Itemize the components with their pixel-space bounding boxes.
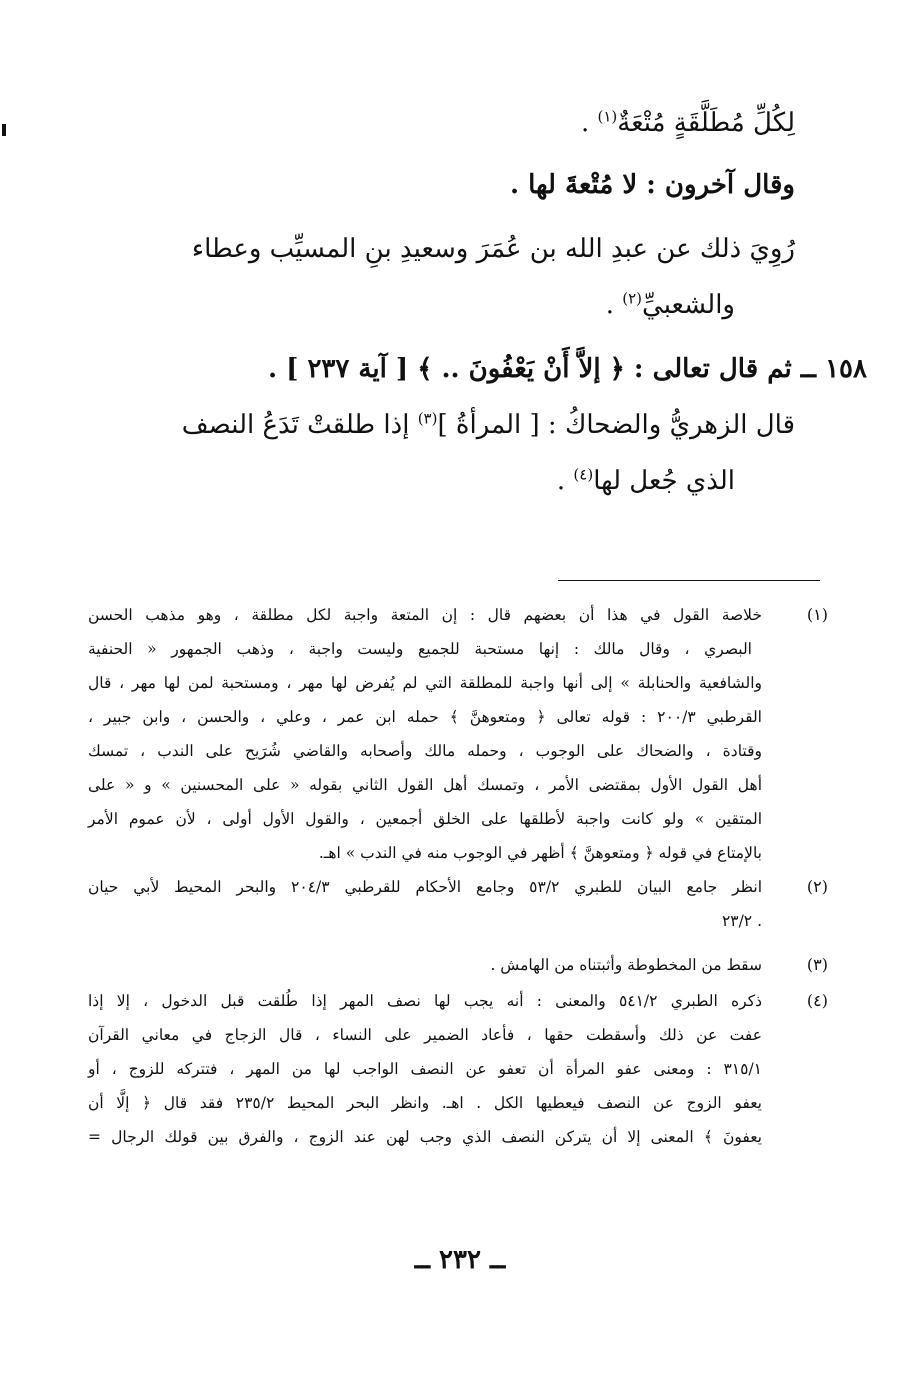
main-line-2: وقال آخرون : لا مُتْعةَ لها . <box>510 170 795 200</box>
footnote-ref-4[interactable]: (٤) <box>573 465 594 484</box>
main-line-1-text: لِكُلِّ مُطَلَّقَةٍ مُتْعَةٌ <box>617 108 795 138</box>
footnote-3-number: (٣) <box>806 955 828 974</box>
footnote-1-line: أهل القول الأول بمقتضى الأمر ، وتمسك أهل القول الثاني بقوله « على المحسنين » و « على <box>88 776 762 794</box>
footnote-1 <box>88 598 828 870</box>
main-line-7-end: . <box>556 466 574 496</box>
footnote-1-line: بالإمتاع في قوله ﴿ ومتعوهنَّ ﴾ أظهر في الوجوب منه في الندب » اهـ. <box>318 844 762 862</box>
footnote-2-line: انظر جامع البيان للطبري ٥٣/٢ وجامع الأحكام للقرطبي ٢٠٤/٣ والبحر المحيط لأبي حيان <box>88 878 763 896</box>
main-line-6-text-a: قال الزهريُّ والضحاكُ : [ المرأةُ ] <box>437 410 795 440</box>
main-line-3: رُوِيَ ذلك عن عبدِ الله بن عُمَرَ وسعيدِ بنِ المسيِّب وعطاء <box>191 234 795 264</box>
main-text <box>85 98 867 506</box>
main-line-1 <box>85 98 835 148</box>
footnotes <box>88 598 828 1154</box>
footnote-4-line: يعفو الزوج عن النصف فيعطيها الكل . اهـ. وانظر البحر المحيط ٢٣٥/٢ فقد قال ﴿ إلَّا أن <box>88 1094 762 1112</box>
footnote-4-line: ذكره الطبري ٥٤١/٢ والمعنى : أنه يجب لها نصف المهر إذا طُلقت قبل الدخول ، إلا إذا <box>88 992 762 1010</box>
footnote-2-number: (٢) <box>806 877 828 896</box>
main-line-1-end: . <box>580 108 598 138</box>
footnote-ref-2[interactable]: (٢) <box>622 289 643 308</box>
footnote-4-line: عفت عن ذلك وأسقطت حقها ، فأعاد الضمير على النساء ، قال الزجاج في معاني القرآن <box>88 1026 762 1044</box>
main-line-7 <box>85 456 835 506</box>
footnote-2 <box>88 870 828 938</box>
footnote-1-line: القرطبي ٢٠٠/٣ : قوله تعالى ﴿ ومتعوهنَّ ﴾ حمله ابن عمر ، وعلي ، والحسن ، وابن جبير ، <box>88 708 762 726</box>
main-line-6 <box>85 400 835 450</box>
footnote-3 <box>88 948 828 982</box>
footnote-1-line: البصري ، وقال مالك : إنها مستحبة للجميع وليست واجبة ، وذهب الجمهور « الحنفية <box>88 640 752 658</box>
footnote-4-line: يعفونَ ﴾ المعنى إلا أن يتركن النصف الذي وجب لهن عند الزوج ، والفرق بين قولك الرجال = <box>88 1128 762 1146</box>
footnote-1-line: المتقين » ولو كانت واجبة لأطلقها على الخلق أجمعين ، والقول الأول أولى ، لأن عموم الأمر <box>88 810 762 828</box>
footnote-4-number: (٤) <box>806 991 828 1010</box>
footnote-ref-1[interactable]: (١) <box>597 107 618 126</box>
footnote-1-number: (١) <box>806 605 828 624</box>
main-line-7-text: الذي جُعل لها <box>593 466 735 496</box>
footnote-separator <box>558 580 820 581</box>
main-line-4-end: . <box>605 290 623 320</box>
footnote-2-line: . ٢٣/٢ <box>721 912 762 930</box>
footnote-ref-3[interactable]: (٣) <box>417 409 438 428</box>
margin-mark <box>2 124 6 136</box>
main-line-4-text: والشعبيِّ <box>642 290 735 320</box>
footnote-4-line: ٣١٥/١ : ومعنى عفو المرأة أن تعفو عن النصف الواجب لها من المهر ، فتتركه للزوج ، أو <box>88 1060 762 1078</box>
footnote-1-line: وقتادة ، والضحاك على الوجوب ، وحمله مالك وأصحابه والقاضي شُرَيح على الندب ، تمسك <box>88 742 762 760</box>
main-line-4 <box>85 280 835 330</box>
footnote-1-line: خلاصة القول في هذا أن بعضهم قال : إن المتعة واجبة لكل مطلقة ، وهو مذهب الحسن <box>88 606 762 624</box>
footnote-3-line: سقط من المخطوطة وأثبتناه من الهامش . <box>490 956 762 974</box>
main-line-5: ١٥٨ ــ ثم قال تعالى : ﴿ إلاَّ أَنْ يَعْفُونَ .. ﴾ [ آية ٢٣٧ ] . <box>267 354 867 384</box>
page-number: ــ ٢٣٢ ــ <box>414 1245 506 1275</box>
main-line-6-text-b: إذا طلقتْ تَدَعُ النصف <box>181 410 418 440</box>
footnote-1-line: والشافعية والحنابلة » إلى أنها واجبة للمطلقة التي لم يُفرض لها مهر ، ومستحبة لمن لها مهر ، قال <box>88 674 762 692</box>
footnote-4 <box>88 984 828 1154</box>
